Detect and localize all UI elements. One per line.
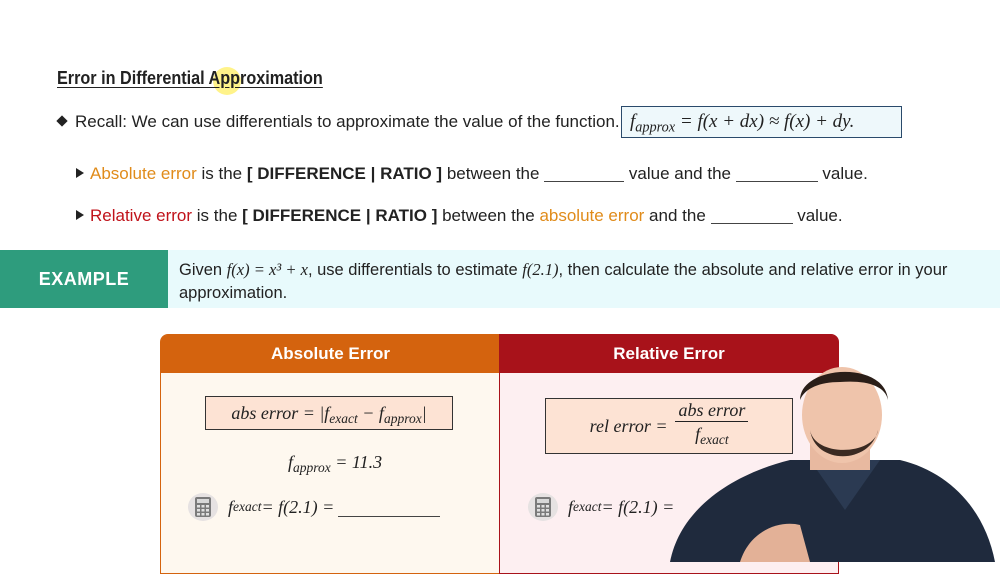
- approx-formula-box: $f_{approx} = f(x + dx) \approx f(x)$ + dy.: [621, 106, 902, 138]
- f-approx-value: $f_{approx} = 11.3$: [288, 452, 383, 476]
- triangle-bullet-icon: [76, 210, 84, 220]
- example-point: f(2.1): [522, 260, 559, 279]
- absolute-error-header: Absolute Error: [161, 335, 500, 373]
- triangle-bullet-icon: [76, 168, 84, 178]
- fill-blank: [544, 164, 624, 182]
- absolute-error-term: Absolute error: [90, 164, 197, 183]
- diamond-bullet-icon: [56, 115, 67, 126]
- rel-error-formula: rel error = $\frac{\text{abs error}}{f_{exact}}$: [545, 398, 793, 454]
- fill-blank: [736, 164, 818, 182]
- page-title: Error in Differential Approximation: [57, 68, 323, 88]
- choice-text: [ DIFFERENCE | RATIO ]: [246, 164, 443, 183]
- choice-text: [ DIFFERENCE | RATIO ]: [242, 206, 438, 225]
- calculator-icon[interactable]: [188, 493, 218, 521]
- relative-error-term: Relative error: [90, 206, 193, 225]
- fill-blank: [711, 206, 793, 224]
- relative-error-header: Relative Error: [500, 335, 838, 373]
- recall-line: [58, 112, 620, 132]
- calculator-icon[interactable]: [528, 493, 558, 521]
- f-exact-line-abs: f exact = f(2.1) =: [188, 493, 440, 521]
- example-function: f(x) = x³ + x: [226, 260, 308, 279]
- fill-blank: [338, 498, 440, 517]
- absolute-error-ref: absolute error: [539, 206, 645, 225]
- example-text: Given f(x) = x³ + x, use differentials to estimate f(2.1), then calculate the absolute and relative error in your approximation.: [179, 260, 948, 302]
- relative-error-bullet: Relative error is the [ DIFFERENCE | RATIO ] between the absolute error and the value.: [76, 206, 843, 226]
- f-exact-line-rel: f exact = f(2.1) =: [528, 493, 674, 521]
- presenter-video-overlay: [650, 360, 1000, 562]
- absolute-error-bullet: Absolute error is the [ DIFFERENCE | RATIO ] between the value and the value.: [76, 164, 868, 184]
- example-label: EXAMPLE: [0, 250, 168, 308]
- rel-error-fraction: $\frac{\text{abs error}}{f_{exact}}$: [675, 399, 748, 452]
- recall-text: Recall: We can use differentials to approximate the value of the function.: [75, 112, 620, 131]
- abs-error-formula: abs error = $|f_{exact} - f_{approx}|$: [205, 396, 453, 430]
